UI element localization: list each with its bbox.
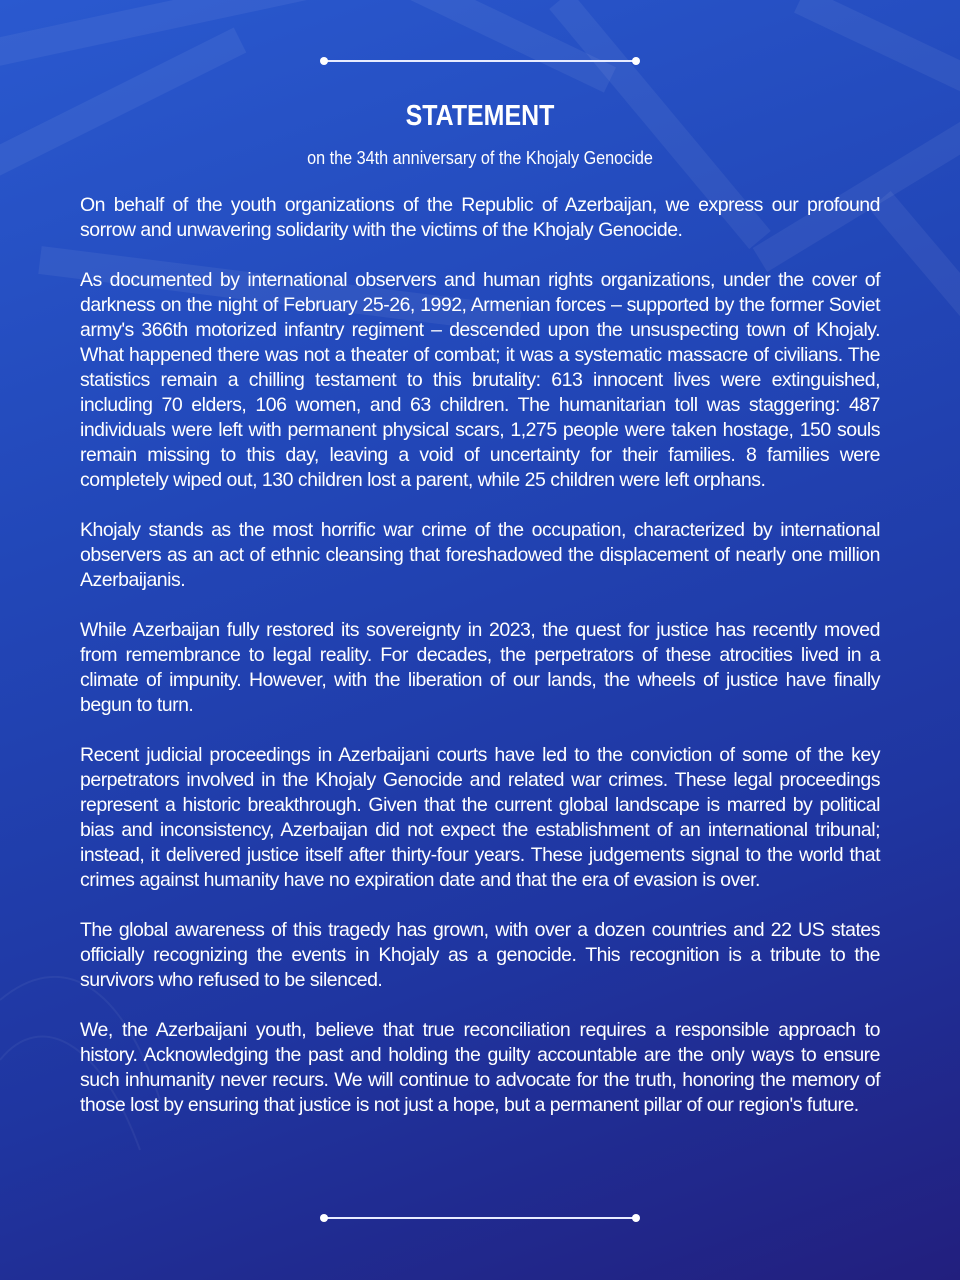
paragraph: While Azerbaijan fully restored its sovereignty in 2023, the quest for justice has recently moved from remembrance to legal reality. For decades, the perpetrators of these atrocities lived in a climate of impunity. However, with the liberation of our lands, the wheels of justice have finally begun to turn. xyxy=(80,619,880,716)
paragraph: Khojaly stands as the most horrific war crime of the occupation, characterized by international observers as an act of ethnic cleansing that foreshadowed the displacement of nearly one million Azerbaijanis. xyxy=(80,519,880,591)
paragraph: As documented by international observers and human rights organizations, under the cover of darkness on the night of February 25-26, 1992, Armenian forces – supported by the former Soviet army's 366th motorized infantry regiment – descended upon the unsuspecting town of Khojaly. What happened there was not a theater of combat; it was a systematic massacre of civilians. The statistics remain a chilling testament to this brutality: 613 innocent lives were extinguished, including 70 elders, 106 women, and 63 children. The humanitarian toll was staggering: 487 individuals were left with permanent physical scars, 1,275 people were taken hostage, 150 souls remain missing to this day, leaving a void of uncertainty for their families. 8 families were completely wiped out, 130 children lost a parent, while 25 children were left orphans. xyxy=(80,269,880,491)
paragraph: Recent judicial proceedings in Azerbaijani courts have led to the conviction of some of the key perpetrators involved in the Khojaly Genocide and related war crimes. These legal proceedings represent a historic breakthrough. Given that the current global landscape is marred by political bias and inconsistency, Azerbaijan did not expect the establishment of an international tribunal; instead, it delivered justice itself after thirty-four years. These judgements signal to the world that crimes against humanity have no expiration date and that the era of evasion is over. xyxy=(80,744,880,891)
paragraph: On behalf of the youth organizations of the Republic of Azerbaijan, we express our profound sorrow and unwavering solidarity with the victims of the Khojaly Genocide. xyxy=(80,194,880,241)
top-divider xyxy=(320,56,640,66)
statement-body xyxy=(80,193,880,1143)
paragraph: We, the Azerbaijani youth, believe that true reconciliation requires a responsible approach to history. Acknowledging the past and holding the guilty accountable are the only ways to ensure such inhumanity never recurs. We will continue to advocate for the truth, honoring the memory of those lost by ensuring that justice is not just a hope, but a permanent pillar of our region's future. xyxy=(80,1019,880,1116)
statement-subtitle: on the 34th anniversary of the Khojaly Genocide xyxy=(307,148,653,168)
paragraph: The global awareness of this tragedy has grown, with over a dozen countries and 22 US states officially recognizing the events in Khojaly as a genocide. This recognition is a tribute to the survivors who refused to be silenced. xyxy=(80,919,880,991)
divider-line xyxy=(324,60,636,62)
divider-line xyxy=(324,1217,636,1219)
divider-dot xyxy=(632,57,640,65)
divider-dot xyxy=(632,1214,640,1222)
divider-dot xyxy=(320,1214,328,1222)
divider-dot xyxy=(320,57,328,65)
bottom-divider xyxy=(320,1213,640,1223)
statement-title: STATEMENT xyxy=(405,100,555,132)
